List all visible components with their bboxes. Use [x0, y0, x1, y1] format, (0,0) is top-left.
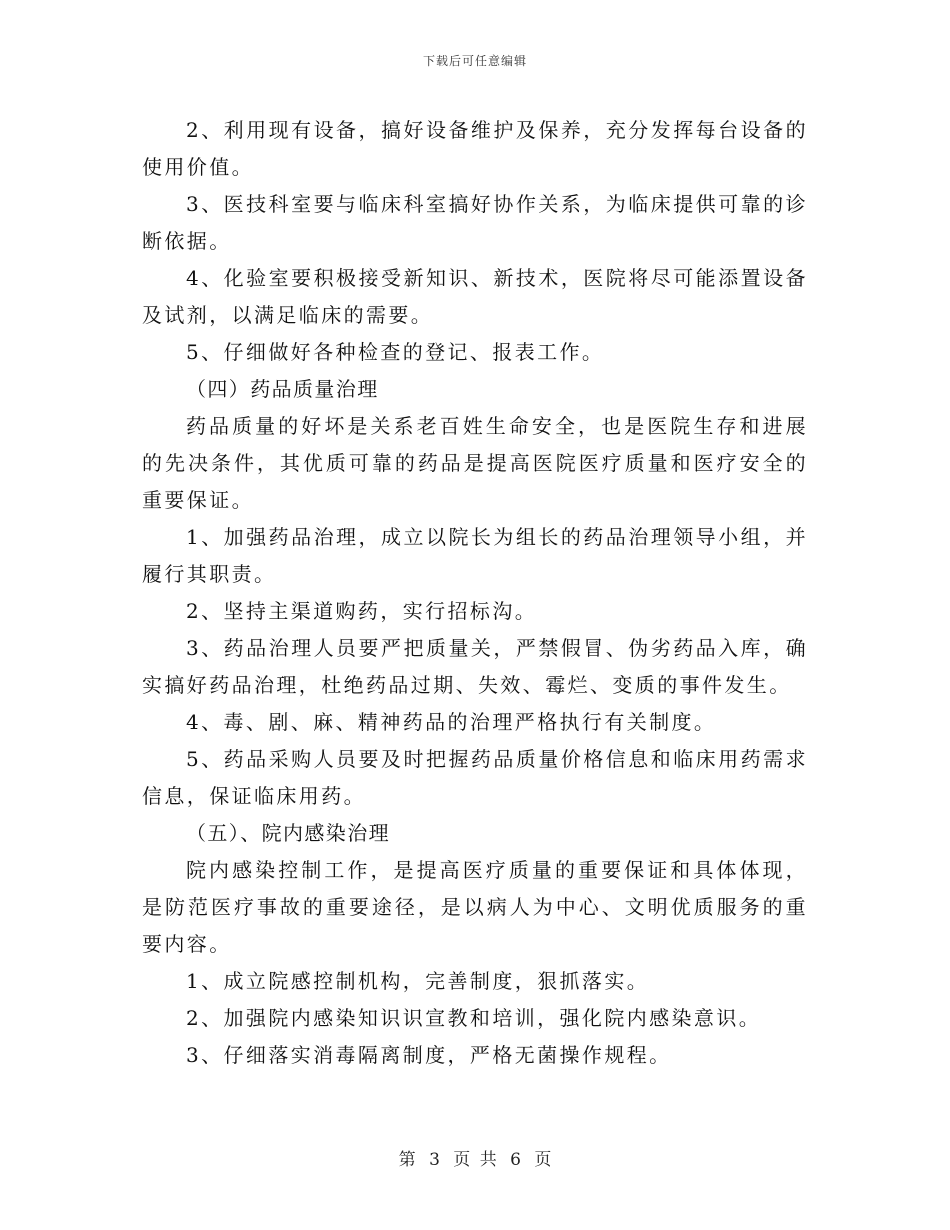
section-heading-drug-quality: （四）药品质量治理 — [186, 377, 379, 401]
paragraph-infection-intro: 院内感染控制工作，是提高医疗质量的重要保证和具体体现，是防范医疗事故的重要途径，是以病人为中心、文明优质服务的重要内容。 — [142, 858, 808, 956]
paragraph-infection-item-1: 1、成立院感控制机构，完善制度，狠抓落实。 — [186, 969, 650, 993]
paragraph-drug-item-5: 5、药品采购人员要及时把握药品质量价格信息和临床用药需求信息，保证临床用药。 — [142, 747, 808, 808]
footer-suffix: 页 — [534, 1150, 552, 1170]
paragraph-infection-item-3: 3、仔细落实消毒隔离制度，严格无菌操作规程。 — [186, 1043, 672, 1067]
paragraph-item-4-laboratory: 4、化验室要积极接受新知识、新技术，医院将尽可能添置设备及试剂，以满足临床的需要。 — [142, 266, 808, 327]
paragraph-drug-item-3: 3、药品治理人员要严把质量关，严禁假冒、伪劣药品入库，确实搞好药品治理，杜绝药品过期、失效、霉烂、变质的事件发生。 — [142, 636, 808, 697]
document-body — [142, 112, 808, 1074]
paragraph-item-5-registration: 5、仔细做好各种检查的登记、报表工作。 — [186, 340, 605, 364]
paragraph-drug-item-4: 4、毒、剧、麻、精神药品的治理严格执行有关制度。 — [186, 710, 717, 734]
footer-middle: 页 共 — [453, 1150, 497, 1170]
paragraph-item-3-cooperation: 3、医技科室要与临床科室搞好协作关系，为临床提供可靠的诊断依据。 — [142, 192, 808, 253]
paragraph-drug-quality-intro: 药品质量的好坏是关系老百姓生命安全，也是医院生存和进展的先决条件，其优质可靠的药品是提高医院医疗质量和医疗安全的重要保证。 — [142, 414, 808, 512]
paragraph-drug-item-2: 2、坚持主渠道购药，实行招标沟。 — [186, 599, 538, 623]
footer-total-pages: 6 — [510, 1150, 521, 1170]
page-footer — [0, 1145, 950, 1170]
footer-prefix: 第 — [398, 1150, 416, 1170]
page-header: 下载后可任意编辑 — [422, 54, 527, 68]
paragraph-drug-item-1: 1、加强药品治理，成立以院长为组长的药品治理领导小组，并履行其职责。 — [142, 525, 808, 586]
section-heading-infection-control: （五）、院内感染治理 — [186, 821, 390, 845]
paragraph-item-2-equipment: 2、利用现有设备，搞好设备维护及保养，充分发挥每台设备的使用价值。 — [142, 118, 808, 179]
paragraph-infection-item-2: 2、加强院内感染知识识宣教和培训，强化院内感染意识。 — [186, 1006, 762, 1030]
footer-current-page: 3 — [429, 1150, 440, 1170]
